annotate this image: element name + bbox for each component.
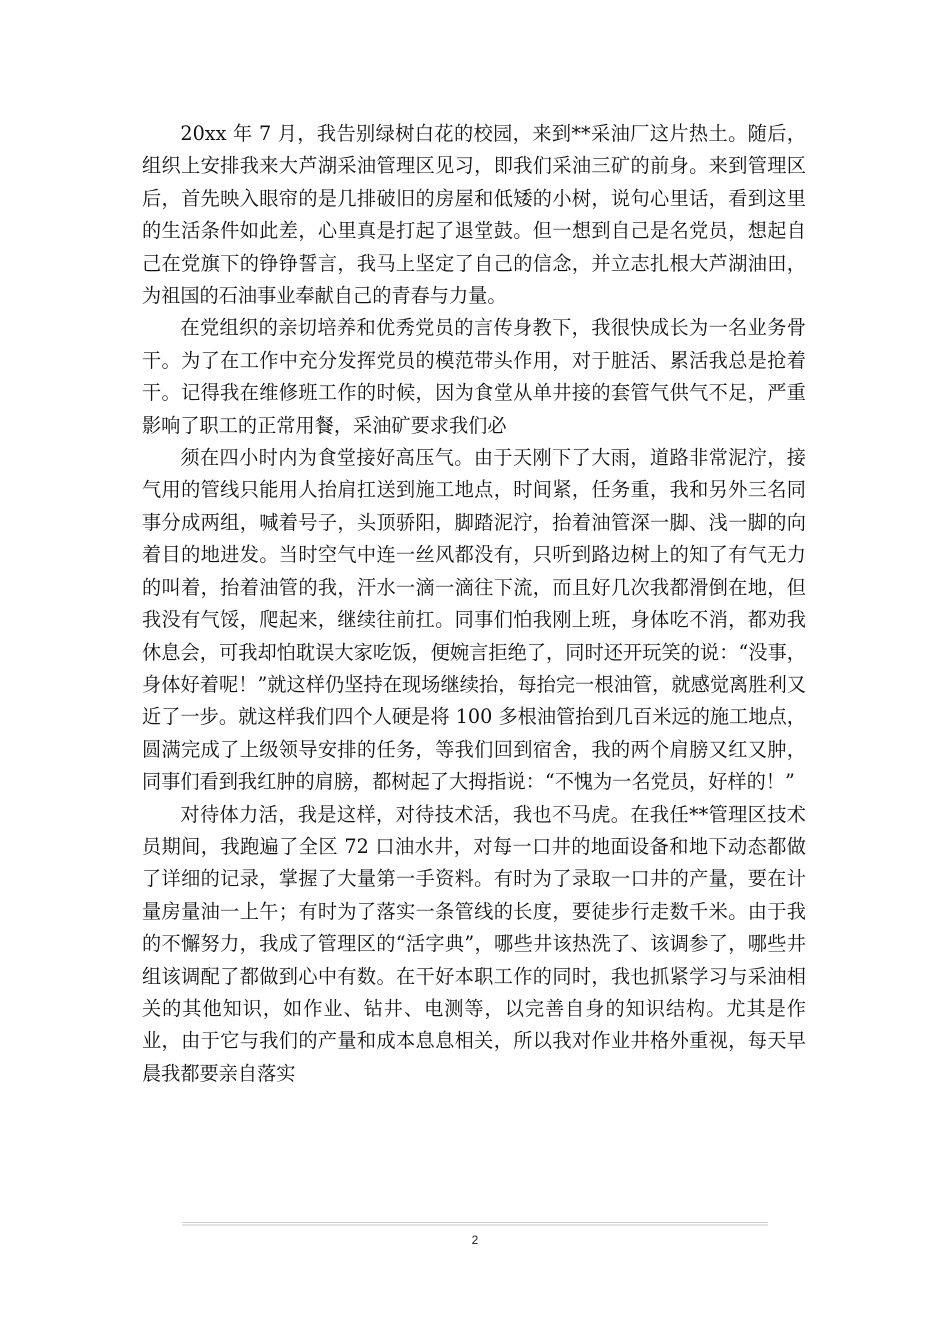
paragraph-4: 对待体力活，我是这样，对待技术活，我也不马虎。在我任**管理区技术员期间，我跑遍了全区 72 口油水井，对每一口井的地面设备和地下动态都做了详细的记录，掌握了大量第一手资料。有时为了录取一口井的产量，要在计量房量油一上午；有时为了落实一条管线的长度，要徒步行走数千米。由于我的不懈努力，我成了管理区的“活字典”，哪些井该热洗了、该调参了，哪些井组该调配了都做到心中有数。在干好本职工作的同时，我也抓紧学习与采油相关的其他知识，如作业、钻井、电测等，以完善自身的知识结构。尤其是作业，由于它与我们的产量和成本息息相关，所以我对作业井格外重视，每天早晨我都要亲自落实 bbox=[142, 802, 806, 1085]
paragraph-1: 20xx 年 7 月，我告别绿树白花的校园，来到**采油厂这片热土。随后，组织上安排我来大芦湖采油管理区见习，即我们采油三矿的前身。来到管理区后，首先映入眼帘的是几排破旧的房屋和低矮的小树，说句心里话，看到这里的生活条件如此差，心里真是打起了退堂鼓。但一想到自己是名党员，想起自己在党旗下的铮铮誓言，我马上坚定了自己的信念，并立志扎根大芦湖油田，为祖国的石油事业奉献自己的青春与力量。 bbox=[142, 122, 806, 308]
page-number: 2 bbox=[471, 1233, 479, 1247]
footer-divider bbox=[182, 1222, 768, 1226]
paragraph-3: 须在四小时内为食堂接好高压气。由于天刚下了大雨，道路非常泥泞，接气用的管线只能用人抬肩扛送到施工地点，时间紧，任务重，我和另外三名同事分成两组，喊着号子，头顶骄阳，脚踏泥泞，抬着油管深一脚、浅一脚的向着目的地进发。当时空气中连一丝风都没有，只听到路边树上的知了有气无力的叫着，抬着油管的我，汗水一滴一滴往下流，而且好几次我都滑倒在地，但我没有气馁，爬起来，继续往前扛。同事们怕我刚上班，身体吃不消，都劝我休息会，可我却怕耽误大家吃饭，便婉言拒绝了，同时还开玩笑的说：“没事，身体好着呢！”就这样仍坚持在现场继续抬，每抬完一根油管，就感觉离胜利又近了一步。就这样我们四个人硬是将 100 多根油管抬到几百米远的施工地点，圆满完成了上级领导安排的任务，等我们回到宿舍，我的两个肩膀又红又肿，同事们看到我红肿的肩膀，都树起了大拇指说：“不愧为一名党员，好样的！” bbox=[142, 446, 806, 794]
document-body bbox=[142, 118, 806, 1090]
paragraph-2: 在党组织的亲切培养和优秀党员的言传身教下，我很快成长为一名业务骨干。为了在工作中充分发挥党员的模范带头作用，对于脏活、累活我总是抢着干。记得我在维修班工作的时候，因为食堂从单井接的套管气供气不足，严重影响了职工的正常用餐，采油矿要求我们必 bbox=[142, 316, 806, 437]
